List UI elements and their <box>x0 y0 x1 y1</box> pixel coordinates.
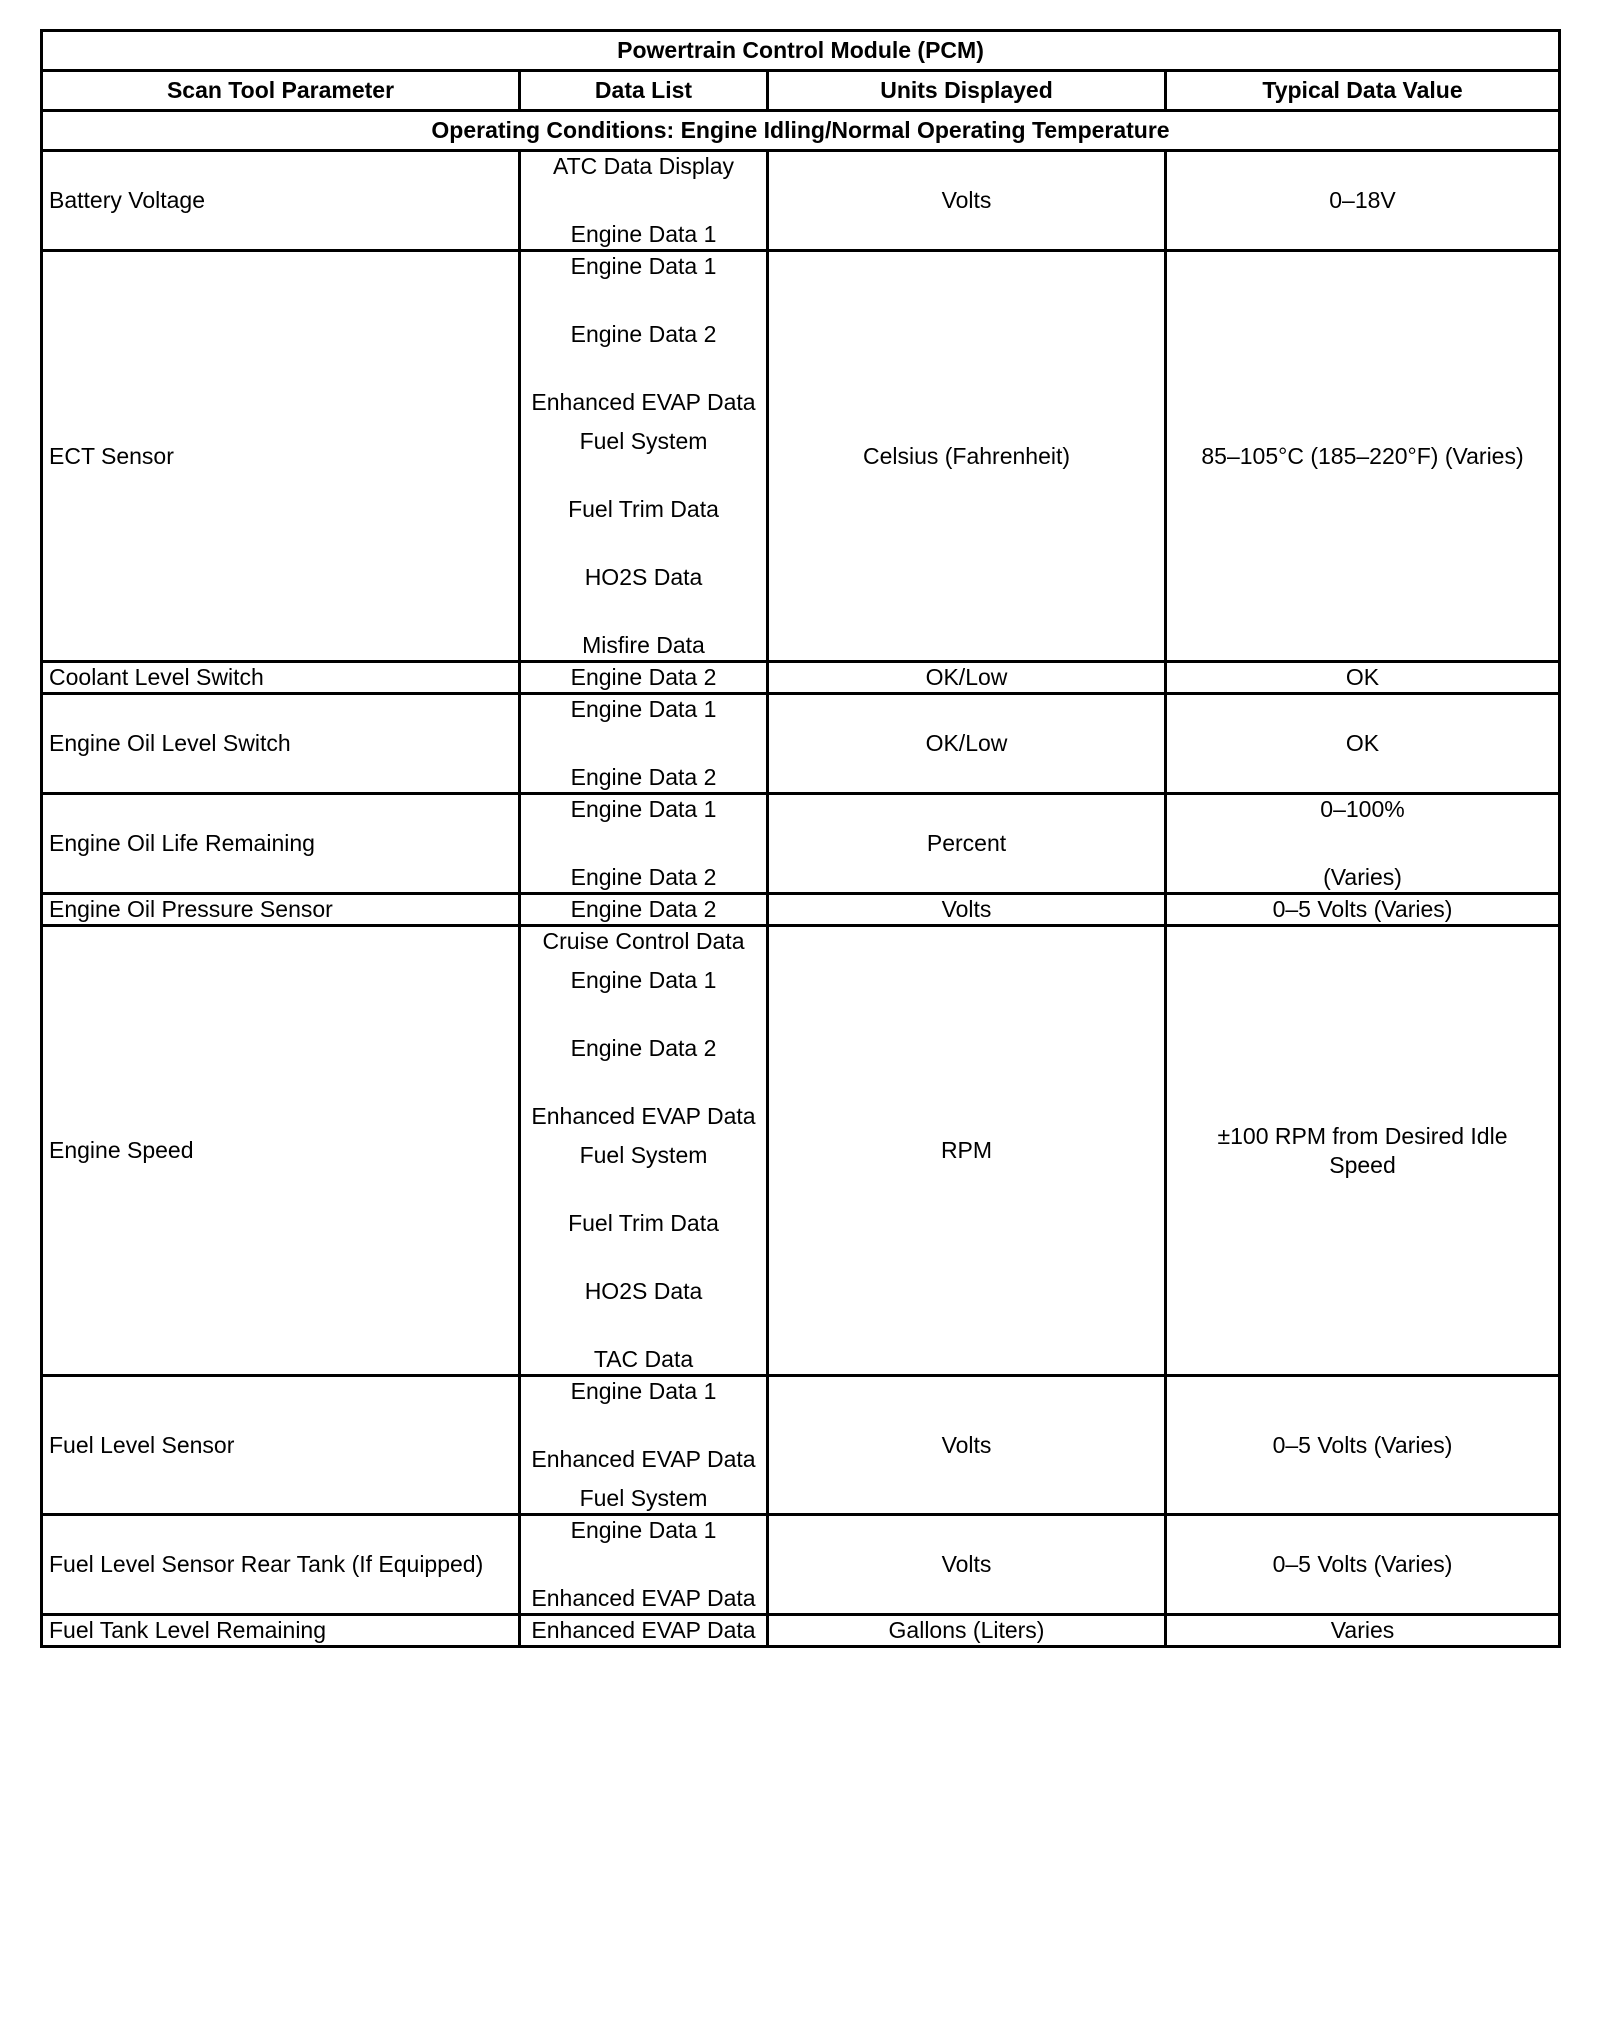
list-gap <box>527 1306 760 1345</box>
header-typical-data-value: Typical Data Value <box>1166 71 1560 111</box>
data-list-item: Engine Data 2 <box>570 321 717 347</box>
scan-tool-parameter-cell: Engine Speed <box>42 926 520 1376</box>
typical-data-value-cell <box>1166 251 1560 662</box>
typical-value-text: 0–5 Volts (Varies) <box>1272 1551 1453 1577</box>
list-gap <box>527 456 760 495</box>
list-gap <box>527 1238 760 1277</box>
data-list-item: Engine Data 2 <box>570 896 717 922</box>
typical-data-value-cell <box>1166 894 1560 926</box>
scan-tool-parameter-cell: Engine Oil Pressure Sensor <box>42 894 520 926</box>
header-data-list: Data List <box>520 71 768 111</box>
scan-tool-parameter-cell: Fuel Level Sensor <box>42 1376 520 1515</box>
typical-value-text: Varies <box>1330 1617 1395 1643</box>
data-list-item: HO2S Data <box>584 1278 703 1304</box>
data-list-cell <box>520 662 768 694</box>
data-list-item: Fuel System <box>579 428 708 454</box>
scan-tool-parameter-cell: Battery Voltage <box>42 151 520 251</box>
data-list-cell <box>520 694 768 794</box>
data-list-item: Fuel System <box>579 1142 708 1168</box>
data-list-item: Enhanced EVAP Data <box>531 1617 756 1643</box>
units-displayed-cell: Percent <box>768 794 1166 894</box>
typical-data-value-cell <box>1166 694 1560 794</box>
data-list-item: Engine Data 1 <box>570 253 717 279</box>
typical-data-value-cell <box>1166 926 1560 1376</box>
scan-tool-parameter-cell: Fuel Tank Level Remaining <box>42 1615 520 1647</box>
data-list-item: Misfire Data <box>582 632 705 658</box>
typical-data-value-cell <box>1166 662 1560 694</box>
list-gap <box>527 181 760 220</box>
data-list-item: Engine Data 1 <box>570 796 717 822</box>
typical-value-text: 0–5 Volts (Varies) <box>1272 896 1453 922</box>
scan-tool-parameter-cell: ECT Sensor <box>42 251 520 662</box>
table-title: Powertrain Control Module (PCM) <box>42 31 1560 71</box>
table-row <box>42 794 1560 894</box>
typical-data-value-cell <box>1166 794 1560 894</box>
data-list-item: Engine Data 1 <box>570 696 717 722</box>
data-list-item: Enhanced EVAP Data <box>531 1103 756 1129</box>
list-gap <box>527 1170 760 1209</box>
table-row <box>42 1376 1560 1515</box>
data-list-item: Enhanced EVAP Data <box>531 389 756 415</box>
list-gap <box>527 724 760 763</box>
table-row <box>42 151 1560 251</box>
data-list-item: ATC Data Display <box>552 153 735 179</box>
scan-tool-parameter-cell: Engine Oil Life Remaining <box>42 794 520 894</box>
data-list-item: Engine Data 2 <box>570 664 717 690</box>
table-row <box>42 1615 1560 1647</box>
data-list-item: Engine Data 1 <box>570 221 717 247</box>
typical-data-value-cell <box>1166 1376 1560 1515</box>
table-row <box>42 894 1560 926</box>
list-gap <box>527 349 760 388</box>
data-list-cell <box>520 1376 768 1515</box>
data-list-cell <box>520 251 768 662</box>
data-list-item: TAC Data <box>593 1346 694 1372</box>
data-list-item: Fuel Trim Data <box>568 1210 719 1236</box>
typical-data-value-cell <box>1166 1615 1560 1647</box>
list-gap <box>527 1406 760 1445</box>
list-gap <box>527 524 760 563</box>
data-list-item: Engine Data 1 <box>570 1517 717 1543</box>
data-list-cell <box>520 926 768 1376</box>
table-row <box>42 1515 1560 1615</box>
pcm-data-table <box>40 29 1561 1648</box>
typical-value-text: 0–100% <box>1320 796 1405 822</box>
list-gap <box>527 592 760 631</box>
table-row <box>42 926 1560 1376</box>
list-gap <box>527 1063 760 1102</box>
data-list-cell <box>520 1515 768 1615</box>
data-list-cell <box>520 894 768 926</box>
typical-data-value-cell <box>1166 151 1560 251</box>
data-list-item: Engine Data 2 <box>570 864 717 890</box>
units-displayed-cell: OK/Low <box>768 662 1166 694</box>
units-displayed-cell: Volts <box>768 151 1166 251</box>
header-units-displayed: Units Displayed <box>768 71 1166 111</box>
units-displayed-cell: RPM <box>768 926 1166 1376</box>
units-displayed-cell: OK/Low <box>768 694 1166 794</box>
typical-value-text: 0–18V <box>1329 187 1396 213</box>
data-list-item: Engine Data 2 <box>570 764 717 790</box>
list-gap <box>527 956 760 966</box>
data-list-item: Cruise Control Data <box>542 928 745 954</box>
typical-value-text: OK <box>1345 730 1380 756</box>
data-list-item: Enhanced EVAP Data <box>531 1585 756 1611</box>
header-scan-tool-parameter: Scan Tool Parameter <box>42 71 520 111</box>
data-list-item: Fuel Trim Data <box>568 496 719 522</box>
operating-conditions: Operating Conditions: Engine Idling/Normal Operating Temperature <box>42 111 1560 151</box>
data-list-item: Engine Data 2 <box>570 1035 717 1061</box>
list-gap <box>527 1131 760 1141</box>
units-displayed-cell: Gallons (Liters) <box>768 1615 1166 1647</box>
data-list-cell <box>520 1615 768 1647</box>
typical-value-text: 85–105°C (185–220°F) (Varies) <box>1201 442 1524 469</box>
scan-tool-parameter-cell: Fuel Level Sensor Rear Tank (If Equipped) <box>42 1515 520 1615</box>
list-gap <box>527 281 760 320</box>
list-gap <box>527 824 760 863</box>
units-displayed-cell: Volts <box>768 1376 1166 1515</box>
table-body <box>42 151 1560 1647</box>
units-displayed-cell: Volts <box>768 1515 1166 1615</box>
scan-tool-parameter-cell: Coolant Level Switch <box>42 662 520 694</box>
list-gap <box>527 417 760 427</box>
data-list-item: Fuel System <box>579 1485 708 1511</box>
scan-tool-parameter-cell: Engine Oil Level Switch <box>42 694 520 794</box>
typical-value-text: 0–5 Volts (Varies) <box>1272 1431 1453 1458</box>
data-list-cell <box>520 151 768 251</box>
list-gap <box>527 1474 760 1484</box>
units-displayed-cell: Celsius (Fahrenheit) <box>768 251 1166 662</box>
typical-value-text: OK <box>1345 664 1380 690</box>
data-list-item: Engine Data 1 <box>570 1378 717 1404</box>
data-list-item: Enhanced EVAP Data <box>531 1446 756 1472</box>
typical-data-value-cell <box>1166 1515 1560 1615</box>
data-list-cell <box>520 794 768 894</box>
typical-value-note: (Varies) <box>1323 864 1402 890</box>
table-row <box>42 694 1560 794</box>
data-list-item: Engine Data 1 <box>570 967 717 993</box>
units-displayed-cell: Volts <box>768 894 1166 926</box>
list-gap <box>527 995 760 1034</box>
data-list-item: HO2S Data <box>584 564 703 590</box>
list-gap <box>527 1545 760 1584</box>
table-row <box>42 662 1560 694</box>
typical-value-text: ±100 RPM from Desired Idle Speed <box>1217 1122 1508 1178</box>
table-row <box>42 251 1560 662</box>
